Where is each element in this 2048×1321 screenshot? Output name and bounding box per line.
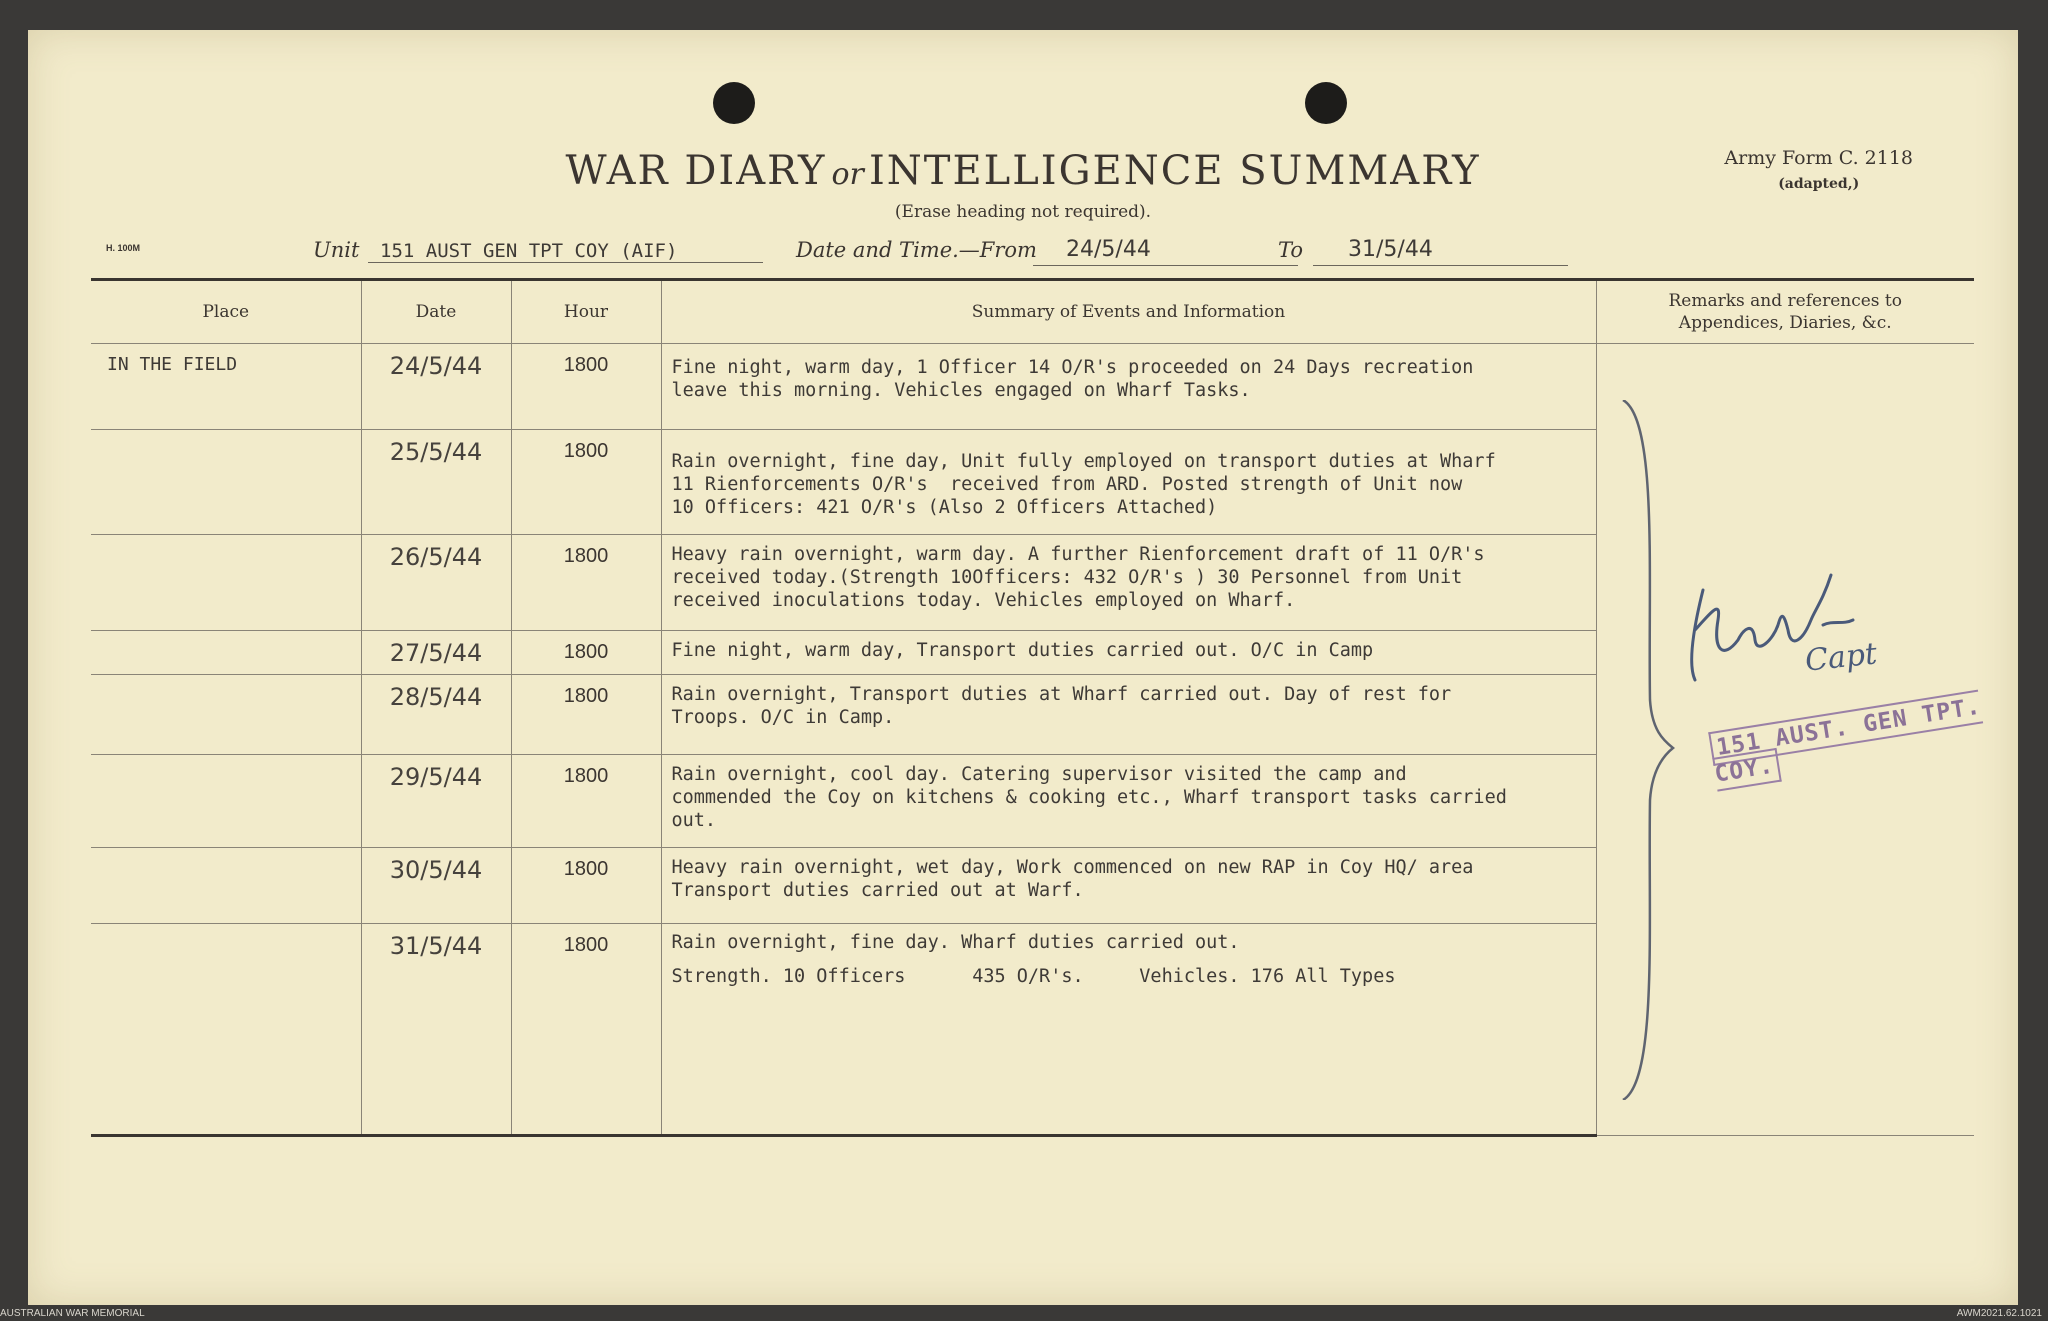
entry-place bbox=[91, 535, 361, 631]
entry-summary: Rain overnight, fine day, Unit fully employed on transport duties at Wharf 11 Rienforcements O/R's received from ARD. Posted strength of Unit now 10 Officers: 421 O/R's (Also 2 Officers Attached) bbox=[661, 430, 1596, 535]
entry-hour: 1800 bbox=[511, 344, 661, 430]
entry-date: 29/5/44 bbox=[361, 755, 511, 848]
entry-place bbox=[91, 848, 361, 924]
form-code: H. 100M bbox=[106, 243, 141, 253]
unit-label: Unit bbox=[313, 238, 360, 262]
entry-date: 30/5/44 bbox=[361, 848, 511, 924]
entry-date: 27/5/44 bbox=[361, 631, 511, 675]
entry-hour: 1800 bbox=[511, 675, 661, 755]
entry-hour: 1800 bbox=[511, 848, 661, 924]
col-header-date: Date bbox=[361, 280, 511, 344]
diary-sheet bbox=[28, 30, 2018, 1305]
entry-summary: Heavy rain overnight, wet day, Work commenced on new RAP in Coy HQ/ area Transport duties carried out at Warf. bbox=[661, 848, 1596, 924]
unit-value: 151 AUST GEN TPT COY (AIF) bbox=[380, 240, 678, 262]
remarks-header-line2: Appendices, Diaries, &c. bbox=[1678, 313, 1892, 333]
entry-date: 31/5/44 bbox=[361, 924, 511, 1136]
entry-place: IN THE FIELD bbox=[91, 344, 361, 430]
entry-summary: Rain overnight, cool day. Catering supervisor visited the camp and commended the Coy on kitchens & cooking etc., Wharf transport tasks carried out. bbox=[661, 755, 1596, 848]
col-header-hour: Hour bbox=[511, 280, 661, 344]
to-date-value: 31/5/44 bbox=[1348, 237, 1433, 262]
title-intelligence-summary: INTELLIGENCE SUMMARY bbox=[869, 148, 1481, 194]
entry-date: 25/5/44 bbox=[361, 430, 511, 535]
entry-hour: 1800 bbox=[511, 631, 661, 675]
entry-summary: Fine night, warm day, 1 Officer 14 O/R's proceeded on 24 Days recreation leave this morning. Vehicles engaged on Wharf Tasks. bbox=[661, 344, 1596, 430]
entry-summary: Heavy rain overnight, warm day. A further Rienforcement draft of 11 O/R's received today.(Strength 10Officers: 432 O/R's ) 30 Personnel from Unit received inoculations today. Vehicles employed on Wharf. bbox=[661, 535, 1596, 631]
entry-summary: Fine night, warm day, Transport duties carried out. O/C in Camp bbox=[661, 631, 1596, 675]
entry-place bbox=[91, 631, 361, 675]
diary-table bbox=[91, 278, 1974, 1137]
signature-rank: Capt bbox=[1803, 636, 1879, 679]
title-war-diary: WAR DIARY bbox=[565, 148, 827, 194]
entry-place bbox=[91, 924, 361, 1136]
entry-place bbox=[91, 675, 361, 755]
col-header-place: Place bbox=[91, 280, 361, 344]
entry-summary: Rain overnight, fine day. Wharf duties carried out. Strength. 10 Officers 435 O/R's. Vehicles. 176 All Types bbox=[661, 924, 1596, 1136]
entry-date: 28/5/44 bbox=[361, 675, 511, 755]
page-title bbox=[28, 148, 2018, 194]
army-form-adapted: (adapted,) bbox=[1778, 176, 1860, 192]
remarks-header-line1: Remarks and references to bbox=[1668, 291, 1902, 311]
entry-hour: 1800 bbox=[511, 755, 661, 848]
from-date-value: 24/5/44 bbox=[1066, 237, 1151, 262]
footer-accession: AWM2021.62.1021 bbox=[1956, 1308, 2042, 1319]
table-row bbox=[91, 344, 1974, 430]
col-header-summary: Summary of Events and Information bbox=[661, 280, 1596, 344]
signature-scribble bbox=[1683, 570, 1913, 690]
date-time-from-label: Date and Time.—From bbox=[796, 238, 1037, 262]
entry-hour: 1800 bbox=[511, 430, 661, 535]
table-header-row bbox=[91, 280, 1974, 344]
entry-hour: 1800 bbox=[511, 924, 661, 1136]
signature bbox=[1683, 570, 1913, 694]
page-subtitle: (Erase heading not required). bbox=[894, 202, 1152, 222]
entry-summary: Rain overnight, Transport duties at Wharf carried out. Day of rest for Troops. O/C in Camp. bbox=[661, 675, 1596, 755]
army-form-label bbox=[1724, 145, 1913, 197]
unit-stamp-text: 151 AUST. GEN TPT. COY. bbox=[1708, 690, 1983, 792]
entry-date: 26/5/44 bbox=[361, 535, 511, 631]
entry-place bbox=[91, 430, 361, 535]
to-label: To bbox=[1278, 238, 1304, 262]
col-header-remarks bbox=[1596, 280, 1974, 344]
punch-hole bbox=[1305, 82, 1347, 124]
brace-mark bbox=[1618, 400, 1678, 1100]
entry-hour: 1800 bbox=[511, 535, 661, 631]
army-form-number: Army Form C. 2118 bbox=[1724, 147, 1913, 169]
punch-hole bbox=[713, 82, 755, 124]
footer-institution: AUSTRALIAN WAR MEMORIAL bbox=[0, 1308, 145, 1319]
entry-place bbox=[91, 755, 361, 848]
entry-date: 24/5/44 bbox=[361, 344, 511, 430]
title-or: or bbox=[831, 157, 864, 192]
